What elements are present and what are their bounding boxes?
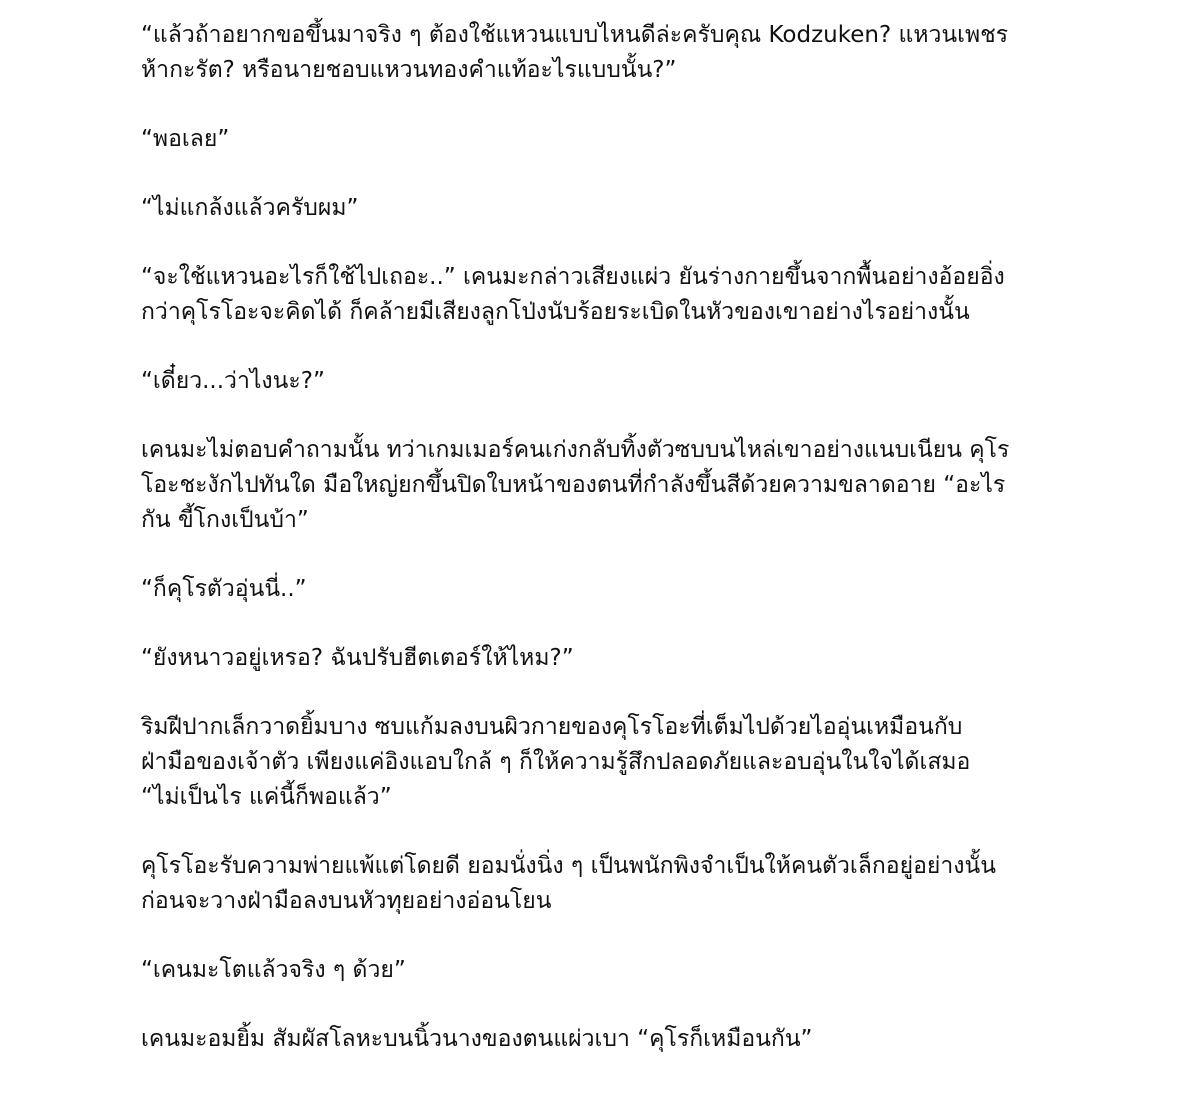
paragraph-4 [141, 260, 1081, 330]
text-line: ห้ากะรัต? หรือนายชอบแหวนทองคำแท้อะไรแบบนั้น?” [141, 57, 677, 83]
text-line: “พอเลย” [141, 126, 230, 152]
paragraph-9 [141, 710, 1081, 815]
text-line: ก่อนจะวางฝ่ามือลงบนหัวทุยอย่างอ่อนโยน [141, 888, 552, 914]
text-line: “ยังหนาวอยู่เหรอ? ฉันปรับฮีตเตอร์ให้ไหม?” [141, 645, 574, 671]
text-line: เคนมะไม่ตอบคำถามนั้น ทว่าเกมเมอร์คนเก่งกลับทิ้งตัวซบบนไหล่เขาอย่างแนบเนียน คุโร [141, 437, 1010, 463]
paragraph-1 [141, 18, 1081, 88]
paragraph-6 [141, 433, 1081, 538]
document-page [141, 18, 1081, 1091]
text-line: โอะชะงักไปทันใด มือใหญ่ยกขึ้นปิดใบหน้าของตนที่กำลังขึ้นสีด้วยความขลาดอาย “อะไร [141, 472, 1006, 498]
text-line: “เคนมะโตแล้วจริง ๆ ด้วย” [141, 957, 406, 983]
text-line: เคนมะอมยิ้ม สัมผัสโลหะบนนิ้วนางของตนแผ่วเบา “คุโรก็เหมือนกัน” [141, 1026, 813, 1052]
text-line: “แล้วถ้าอยากขอขึ้นมาจริง ๆ ต้องใช้แหวนแบบไหนดีล่ะครับคุณ Kodzuken? แหวนเพชร [141, 22, 1009, 48]
text-line: ฝ่ามือของเจ้าตัว เพียงแค่อิงแอบใกล้ ๆ ก็ให้ความรู้สึกปลอดภัยและอบอุ่นในใจได้เสมอ [141, 749, 971, 775]
paragraph-7 [141, 572, 1081, 607]
text-line: ริมฝีปากเล็กวาดยิ้มบาง ซบแก้มลงบนผิวกายของคุโรโอะที่เต็มไปด้วยไออุ่นเหมือนกับ [141, 714, 963, 740]
text-line: “จะใช้แหวนอะไรก็ใช้ไปเถอะ..” เคนมะกล่าวเสียงแผ่ว ยันร่างกายขึ้นจากพื้นอย่างอ้อยอิ่ง [141, 264, 1005, 290]
paragraph-3 [141, 191, 1081, 226]
text-line: “ก็คุโรตัวอุ่นนี่..” [141, 576, 307, 602]
paragraph-2 [141, 122, 1081, 157]
paragraph-11 [141, 953, 1081, 988]
text-line: “ไม่แกล้งแล้วครับผม” [141, 195, 359, 221]
paragraph-8 [141, 641, 1081, 676]
text-line: กัน ขี้โกงเป็นบ้า” [141, 507, 309, 533]
paragraph-12 [141, 1022, 1081, 1057]
text-line: คุโรโอะรับความพ่ายแพ้แต่โดยดี ยอมนั่งนิ่ง ๆ เป็นพนักพิงจำเป็นให้คนตัวเล็กอยู่อย่างนั้น [141, 853, 996, 879]
text-line: กว่าคุโรโอะจะคิดได้ ก็คล้ายมีเสียงลูกโป่งนับร้อยระเบิดในหัวของเขาอย่างไรอย่างนั้น [141, 299, 970, 325]
text-line: “เดี๋ยว...ว่าไงนะ?” [141, 368, 325, 394]
paragraph-5 [141, 364, 1081, 399]
text-line: “ไม่เป็นไร แค่นี้ก็พอแล้ว” [141, 784, 392, 810]
paragraph-10 [141, 849, 1081, 919]
